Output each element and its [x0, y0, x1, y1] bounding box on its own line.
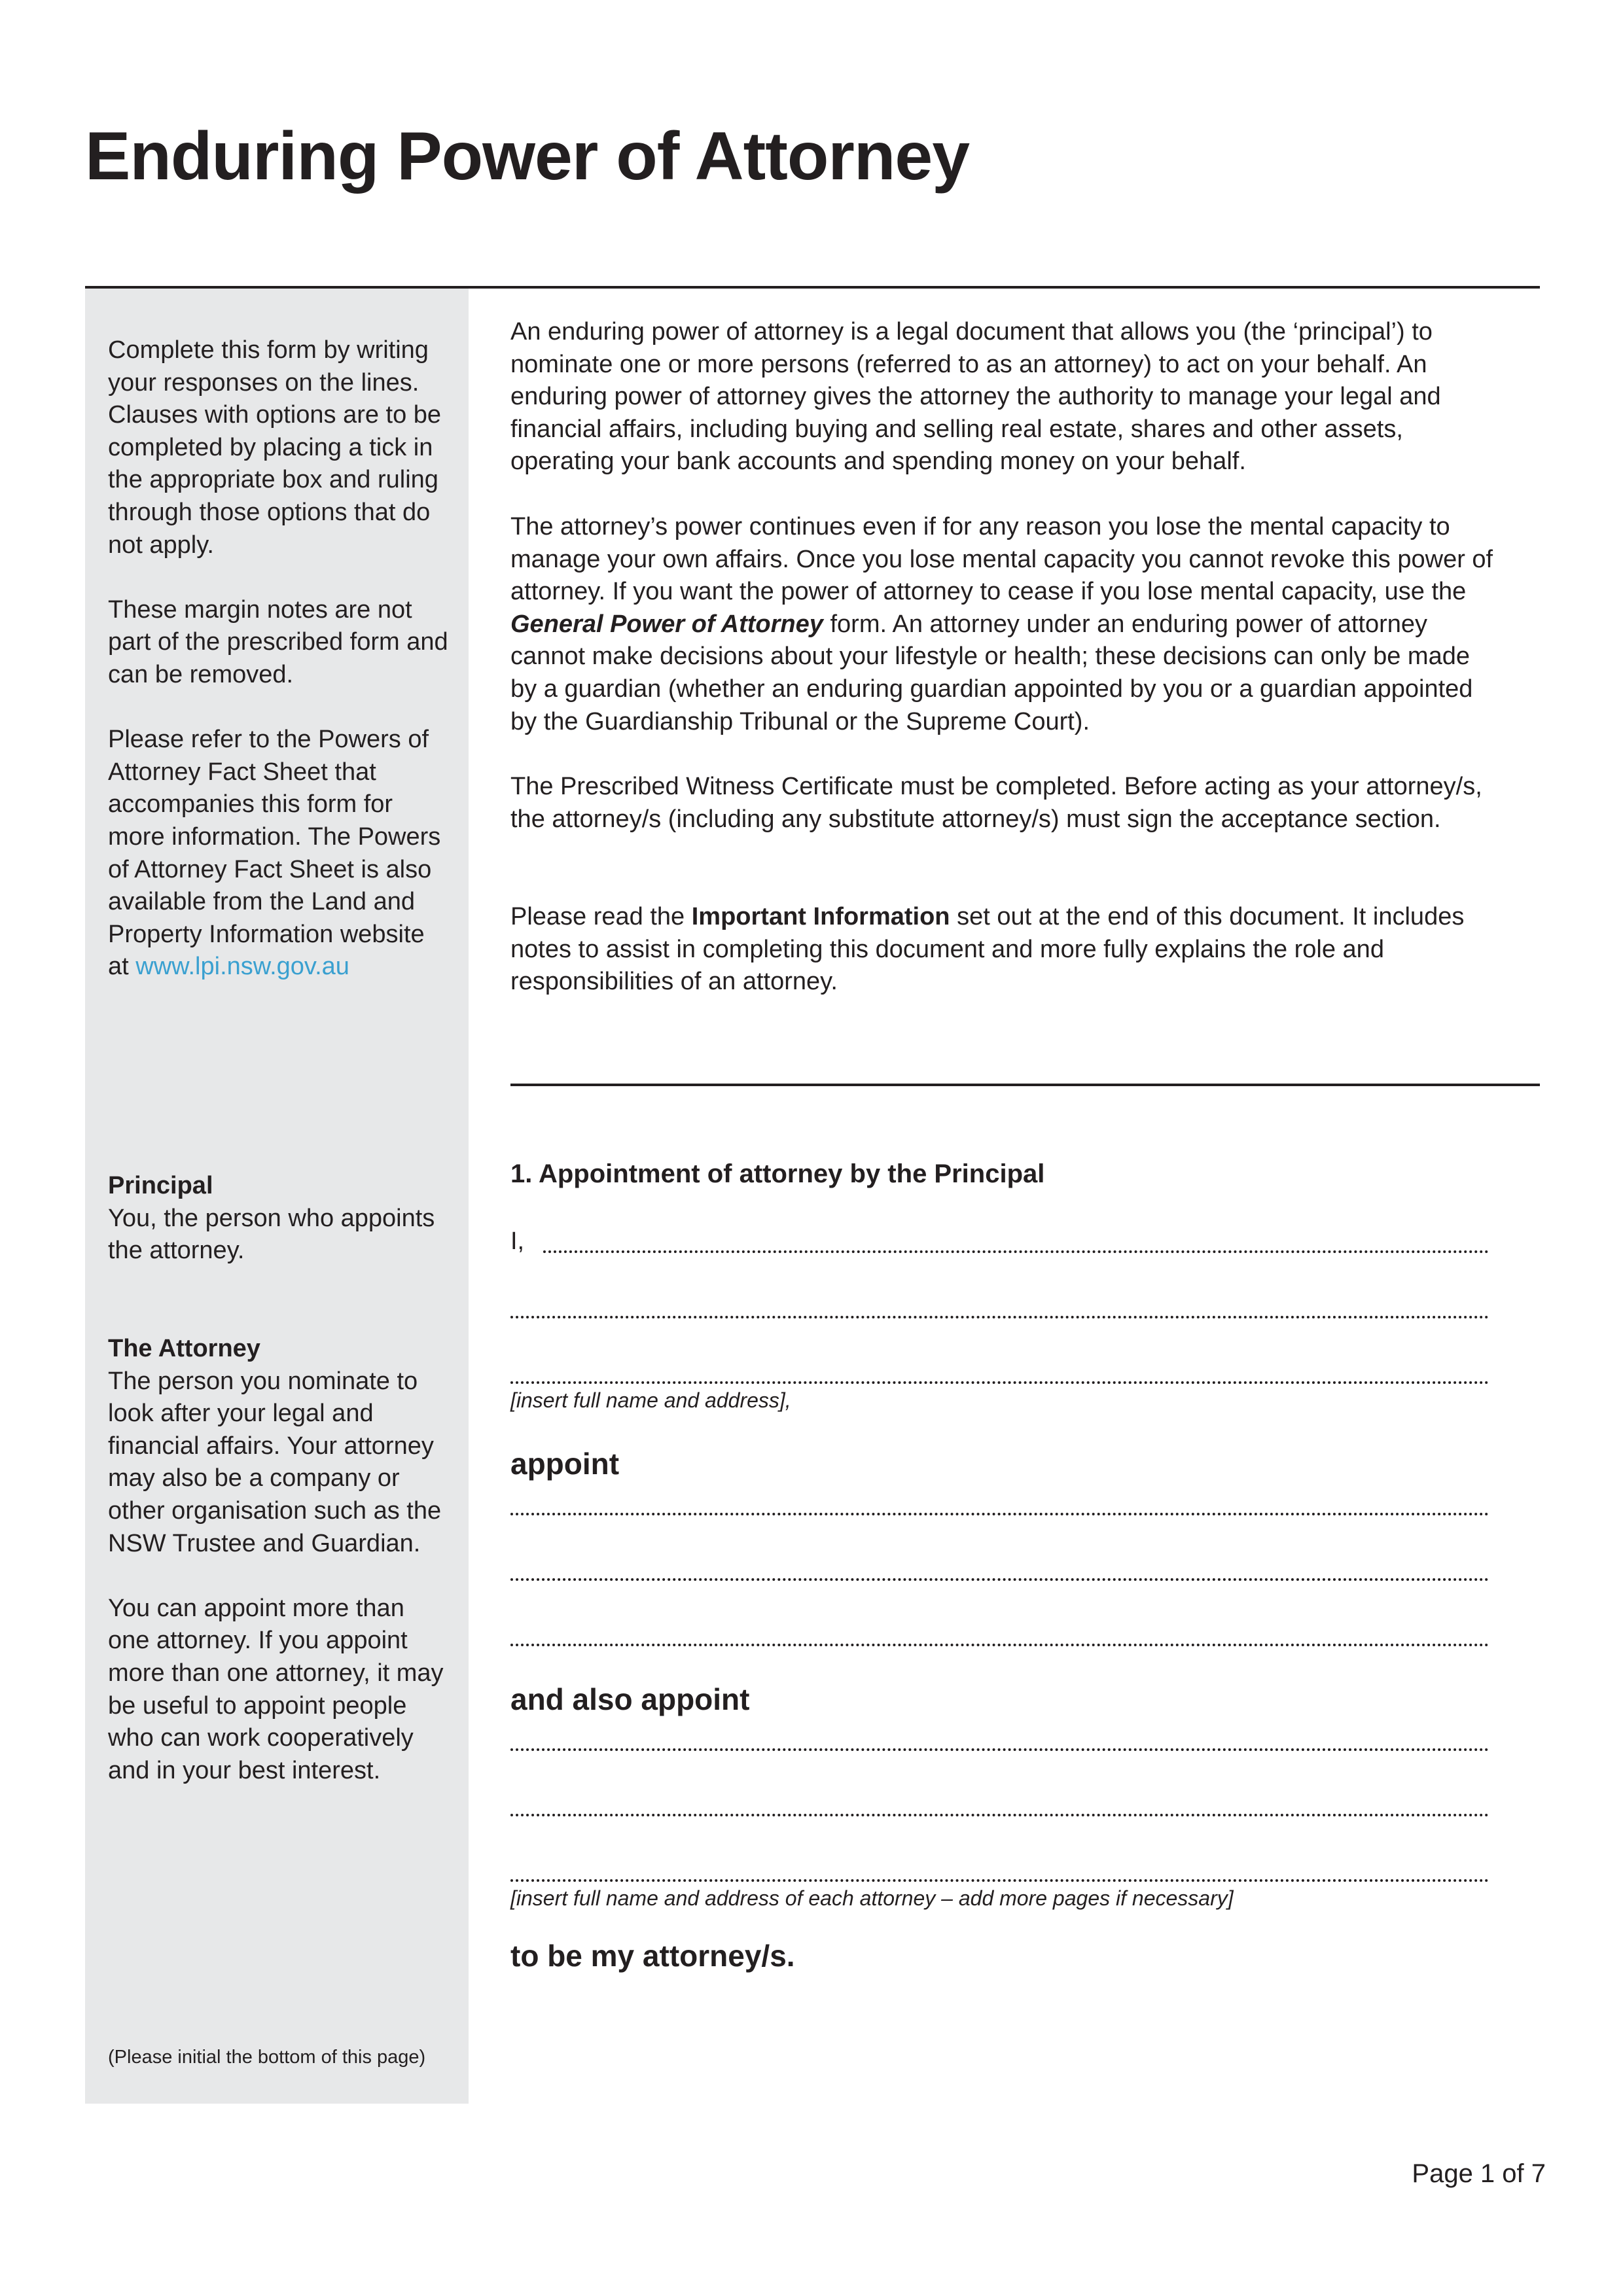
also-appoint-label: and also appoint	[510, 1682, 750, 1716]
margin-intro: Complete this form by writing your responses on the lines. Clauses with options are to be completed by placing a tick in the appropriate box and ruling through those options that do not apply.	[108, 336, 442, 559]
attorney-line-3[interactable]	[510, 1644, 1489, 1646]
additional-attorney-line-1[interactable]	[510, 1748, 1489, 1751]
attorney-line-2[interactable]	[510, 1578, 1489, 1581]
fact-sheet-text: Please refer to the Powers of Attorney Fact Sheet that accompanies this form for more information. The Powers of Attorney Fact Sheet is also available from the Land and Property Information website at	[108, 726, 441, 981]
margin-note: These margin notes are not part of the prescribed form and can be removed.	[108, 595, 448, 688]
website-link[interactable]: www.lpi.nsw.gov.au	[135, 953, 349, 981]
fact-sheet-note	[108, 724, 448, 983]
para4-start: Please read the	[510, 903, 685, 930]
general-power-of-attorney-emphasis: General Power of Attorney	[510, 610, 823, 638]
principal-name-line-2[interactable]	[510, 1316, 1489, 1318]
para4-end: set out at the end of this document. It includes notes to assist in completing this document and more fully explains the role and responsibilities of an attorney.	[510, 903, 1465, 996]
attorney-note	[108, 1333, 448, 1787]
para2-start: The attorney’s power continues even if for any reason you lose the mental capacity to manage your own affairs. Once you lose mental capacity you cannot revoke this power of attorney. If you want the power of attorney to cease if you lose mental capacity, use the	[510, 513, 1493, 606]
margin-instructions	[108, 334, 448, 983]
principal-name-line-1[interactable]	[543, 1250, 1489, 1253]
initial-page-note: (Please initial the bottom of this page)	[108, 2047, 426, 2068]
principal-heading: Principal	[108, 1172, 213, 1199]
page-number: Page 1 of 7	[1412, 2159, 1546, 2188]
para2-end: form. An attorney under an enduring power of attorney cannot make decisions about your lifestyle or health; these decisions can only be made by a guardian (whether an enduring guardian appointed by you or a guardian appointed by the Guardianship Tribunal or the Supreme Court).	[510, 610, 1473, 735]
appoint-label: appoint	[510, 1447, 620, 1481]
section-divider	[510, 1084, 1540, 1086]
closing-statement: to be my attorney/s.	[510, 1939, 795, 1973]
attorney-text: The person you nominate to look after your legal and financial affairs. Your attorney may also be a company or other organisation such as the NSW Trustee and Guardian.	[108, 1367, 442, 1557]
principal-prefix: I,	[510, 1227, 525, 1255]
principal-name-line-3[interactable]	[510, 1381, 1489, 1384]
intro-paragraph-1: An enduring power of attorney is a legal document that allows you (the ‘principal’) to nominate one or more persons (referred to as an attorney) to act on your behalf. An enduring power of attorney gives the attorney the authority to manage your legal and financial affairs, including buying and selling real estate, shares and other assets, operating your bank accounts and spending money on your behalf.	[510, 318, 1441, 476]
important-information-emphasis: Important Information	[691, 903, 950, 930]
attorney-hint: [insert full name and address of each attorney – add more pages if necessary]	[510, 1886, 1234, 1910]
additional-attorney-line-2[interactable]	[510, 1814, 1489, 1816]
attorney-heading: The Attorney	[108, 1335, 260, 1362]
section-1-title: 1. Appointment of attorney by the Principal	[510, 1159, 1045, 1188]
intro-paragraph-3: The Prescribed Witness Certificate must be completed. Before acting as your attorney/s, the attorney/s (including any substitute attorney/s) must sign the acceptance section.	[510, 773, 1482, 833]
multiple-attorneys-text: You can appoint more than one attorney. If you appoint more than one attorney, it may be useful to appoint people who can work cooperatively and in your best interest.	[108, 1594, 444, 1784]
principal-text: You, the person who appoints the attorney.	[108, 1204, 435, 1265]
principal-note	[108, 1170, 448, 1267]
intro-paragraph-4	[510, 901, 1499, 998]
attorney-line-1[interactable]	[510, 1513, 1489, 1515]
principal-name-hint: [insert full name and address],	[510, 1388, 791, 1412]
additional-attorney-line-3[interactable]	[510, 1879, 1489, 1882]
intro-paragraph-2	[510, 511, 1499, 738]
document-title: Enduring Power of Attorney	[85, 118, 970, 194]
